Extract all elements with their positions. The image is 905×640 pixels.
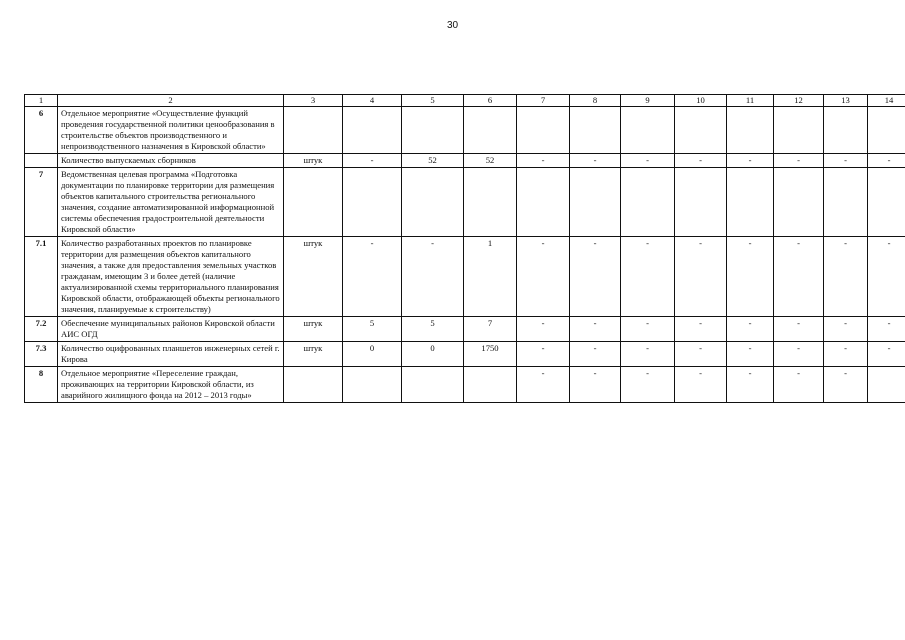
table-row: [25, 154, 905, 168]
value-cell: [464, 107, 517, 154]
indicator-name: Количество оцифрованных планшетов инженерных сетей г. Кирова: [58, 342, 284, 367]
value-cell: -: [727, 342, 774, 367]
value-cell: -: [570, 342, 621, 367]
value-cell: -: [868, 342, 905, 367]
value-cell: [402, 367, 464, 403]
value-cell: -: [621, 317, 675, 342]
unit-cell: [284, 367, 343, 403]
value-cell: 0: [343, 342, 402, 367]
value-cell: -: [675, 342, 727, 367]
value-cell: -: [727, 237, 774, 317]
indicator-name: Обеспечение муниципальных районов Кировской области АИС ОГД: [58, 317, 284, 342]
value-cell: [675, 107, 727, 154]
table-row: [25, 342, 905, 367]
value-cell: [570, 107, 621, 154]
value-cell: [824, 168, 868, 237]
unit-cell: штук: [284, 237, 343, 317]
row-number: 7.2: [25, 317, 58, 342]
value-cell: -: [621, 342, 675, 367]
table-row: [25, 237, 905, 317]
value-cell: [621, 107, 675, 154]
value-cell: -: [774, 342, 824, 367]
value-cell: [343, 367, 402, 403]
value-cell: [727, 168, 774, 237]
value-cell: -: [774, 367, 824, 403]
column-number-header: 4: [343, 95, 402, 107]
value-cell: -: [824, 154, 868, 168]
value-cell: -: [570, 317, 621, 342]
value-cell: 5: [402, 317, 464, 342]
value-cell: -: [570, 154, 621, 168]
column-number-header: 5: [402, 95, 464, 107]
value-cell: -: [727, 154, 774, 168]
value-cell: -: [774, 237, 824, 317]
row-number: 8: [25, 367, 58, 403]
unit-cell: штук: [284, 154, 343, 168]
indicator-name: Количество выпускаемых сборников: [58, 154, 284, 168]
value-cell: [868, 168, 905, 237]
table-row: [25, 317, 905, 342]
value-cell: 52: [402, 154, 464, 168]
column-number-row: [25, 95, 905, 107]
row-number: 7.1: [25, 237, 58, 317]
value-cell: 7: [464, 317, 517, 342]
value-cell: [464, 367, 517, 403]
indicator-name: Отдельное мероприятие «Переселение граждан, проживающих на территории Кировской области, из аварийного жилищного фонда на 2012 – 2013 годы»: [58, 367, 284, 403]
value-cell: -: [517, 317, 570, 342]
column-number-header: 14: [868, 95, 905, 107]
value-cell: -: [868, 154, 905, 168]
row-number: 7.3: [25, 342, 58, 367]
value-cell: [464, 168, 517, 237]
column-number-header: 8: [570, 95, 621, 107]
indicator-name: Ведомственная целевая программа «Подготовка документации по планировке территории для размещения объектов капитального строительства регионального значения, создание автоматизированной информационной системы обеспечения градостроительной деятельности Кировской области»: [58, 168, 284, 237]
value-cell: -: [675, 367, 727, 403]
column-number-header: 3: [284, 95, 343, 107]
value-cell: -: [727, 367, 774, 403]
row-number: [25, 154, 58, 168]
unit-cell: [284, 168, 343, 237]
unit-cell: [284, 107, 343, 154]
unit-cell: штук: [284, 342, 343, 367]
value-cell: [343, 168, 402, 237]
value-cell: -: [675, 237, 727, 317]
value-cell: -: [868, 317, 905, 342]
value-cell: -: [517, 367, 570, 403]
value-cell: 5: [343, 317, 402, 342]
column-number-header: 7: [517, 95, 570, 107]
column-number-header: 2: [58, 95, 284, 107]
value-cell: -: [868, 237, 905, 317]
value-cell: 52: [464, 154, 517, 168]
value-cell: [517, 107, 570, 154]
value-cell: [868, 107, 905, 154]
value-cell: [517, 168, 570, 237]
value-cell: [824, 107, 868, 154]
value-cell: -: [621, 237, 675, 317]
value-cell: 1: [464, 237, 517, 317]
indicators-table: [24, 94, 905, 403]
value-cell: -: [570, 237, 621, 317]
value-cell: -: [824, 342, 868, 367]
table-row: [25, 107, 905, 154]
value-cell: [675, 168, 727, 237]
table-body: [25, 107, 905, 403]
column-number-header: 10: [675, 95, 727, 107]
value-cell: -: [824, 367, 868, 403]
value-cell: [774, 107, 824, 154]
column-number-header: 6: [464, 95, 517, 107]
table-row: [25, 168, 905, 237]
row-number: 7: [25, 168, 58, 237]
indicator-name: Отдельное мероприятие «Осуществление функций проведения государственной политики ценообразования в строительстве объектов производственного и непроизводственного назначения в Кировской области»: [58, 107, 284, 154]
value-cell: [402, 168, 464, 237]
value-cell: 1750: [464, 342, 517, 367]
value-cell: -: [570, 367, 621, 403]
value-cell: -: [774, 317, 824, 342]
value-cell: -: [774, 154, 824, 168]
value-cell: -: [343, 237, 402, 317]
value-cell: -: [343, 154, 402, 168]
table-row: [25, 367, 905, 403]
row-number: 6: [25, 107, 58, 154]
value-cell: -: [517, 154, 570, 168]
column-number-header: 11: [727, 95, 774, 107]
value-cell: [774, 168, 824, 237]
value-cell: -: [517, 342, 570, 367]
value-cell: -: [402, 237, 464, 317]
value-cell: [343, 107, 402, 154]
column-number-header: 13: [824, 95, 868, 107]
column-number-header: 9: [621, 95, 675, 107]
value-cell: -: [824, 317, 868, 342]
value-cell: -: [621, 154, 675, 168]
value-cell: [868, 367, 905, 403]
value-cell: -: [621, 367, 675, 403]
value-cell: -: [727, 317, 774, 342]
value-cell: -: [675, 317, 727, 342]
page-number: 30: [446, 20, 459, 31]
value-cell: [402, 107, 464, 154]
value-cell: -: [517, 237, 570, 317]
value-cell: [727, 107, 774, 154]
column-number-header: 12: [774, 95, 824, 107]
value-cell: [621, 168, 675, 237]
value-cell: [570, 168, 621, 237]
column-number-header: 1: [25, 95, 58, 107]
value-cell: -: [675, 154, 727, 168]
value-cell: -: [824, 237, 868, 317]
unit-cell: штук: [284, 317, 343, 342]
value-cell: 0: [402, 342, 464, 367]
indicator-name: Количество разработанных проектов по планировке территории для размещения объектов капитального значения, а также для предоставления земельных участков гражданам, имеющим 3 и более детей (наличие актуализированной схемы территориального планирования Кировской области, отображающей объекты регионального значения, планируемые к строительству): [58, 237, 284, 317]
